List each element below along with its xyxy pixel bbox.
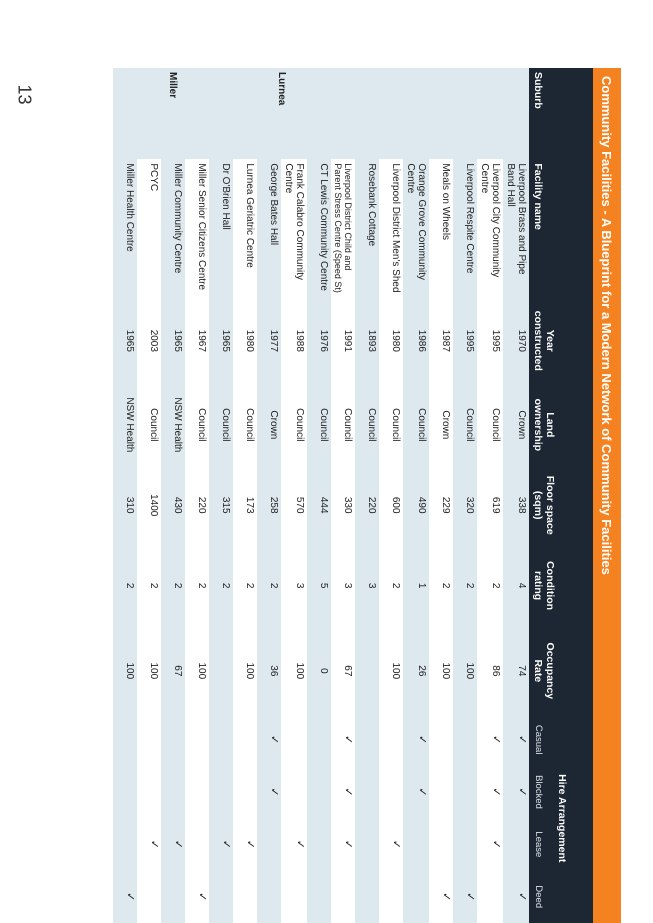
casual-check-cell [403,713,429,765]
condition-rating-cell: 2 [161,543,185,628]
lease-check-cell [233,818,257,870]
check-icon: ✓ [294,839,306,849]
check-icon: ✓ [390,839,402,849]
occupancy-rate-cell [355,628,379,713]
check-icon: ✓ [342,839,354,849]
header-hire: Hire Arrangement [553,713,593,923]
land-ownership-cell: Council [196,408,207,442]
header-occupancy: Occupancy Rate [529,628,593,713]
table-row [379,68,403,923]
table-row [209,68,233,923]
check-icon: ✓ [490,735,502,745]
blocked-check-cell [209,766,233,818]
floor-space-cell: 1400 [148,494,159,517]
check-icon: ✓ [148,839,160,849]
floor-space-cell: 320 [453,467,477,543]
condition-rating-cell: 2 [148,582,159,589]
lease-check-cell [403,818,429,870]
lease-check-cell [453,818,477,870]
facility-name-cell: Orange Grove Community Centre [403,159,429,299]
facility-name-cell: Dr O'Brien Hall [209,159,233,299]
lease-check-cell [113,818,137,870]
land-ownership-cell: Crown [257,382,281,467]
condition-rating-cell: 4 [503,543,529,628]
header-floor: Floor space (sqm) [529,467,593,543]
lease-check-cell [281,818,307,870]
rotated-page-content [68,68,621,923]
floor-space-cell: 338 [503,467,529,543]
deed-check-cell [161,871,185,923]
floor-space-cell: 570 [294,496,305,514]
blocked-check-cell [185,766,209,818]
casual-check-cell [307,713,331,765]
lease-check-cell [503,818,529,870]
occupancy-rate-cell: 100 [148,662,159,680]
year-constructed-cell: 1965 [113,299,137,382]
land-ownership-cell: Council [244,408,255,442]
floor-space-cell: 229 [440,496,451,514]
blocked-check-cell [137,766,161,818]
floor-space-cell: 444 [307,467,331,543]
blocked-check-cell [281,766,307,818]
condition-rating-cell: 3 [355,543,379,628]
blocked-check-cell [331,766,355,818]
facility-name-cell: CT Lewis Community Centre [307,159,331,299]
condition-rating-cell: 2 [257,543,281,628]
deed-check-cell [477,871,503,923]
blocked-check-cell [453,766,477,818]
blocked-check-cell [113,766,137,818]
check-icon: ✓ [516,892,528,902]
blocked-check-cell [503,766,529,818]
deed-check-cell [379,871,403,923]
check-icon: ✓ [516,787,528,797]
casual-check-cell [281,713,307,765]
casual-check-cell [355,713,379,765]
year-constructed-cell: 1980 [244,329,255,352]
check-icon: ✓ [416,735,428,745]
occupancy-rate-cell: 100 [453,628,477,713]
casual-check-cell [113,713,137,765]
facility-name-cell: Miller Health Centre [113,159,137,299]
floor-space-cell: 258 [257,467,281,543]
check-icon: ✓ [268,787,280,797]
casual-check-cell [379,713,403,765]
blocked-check-cell [403,766,429,818]
blocked-check-cell [477,766,503,818]
occupancy-rate-cell [209,628,233,713]
table-row [257,68,281,923]
condition-rating-cell: 2 [490,582,501,589]
blocked-check-cell [429,766,453,818]
year-constructed-cell: 1967 [196,329,207,352]
year-constructed-cell: 1995 [490,329,501,352]
facility-name-cell: Liverpool District Child and Parent Stress Centre (Speed St) [333,163,353,293]
table-row [161,68,185,923]
lease-check-cell [355,818,379,870]
land-ownership-cell: Council [148,408,159,442]
deed-check-cell [429,871,453,923]
casual-check-cell [233,713,257,765]
blocked-check-cell [233,766,257,818]
land-ownership-cell: Council [453,382,477,467]
year-constructed-cell: 1988 [294,329,305,352]
header-year: Year constructed [529,299,593,382]
facility-name-cell: Liverpool Respite Centre [453,159,477,299]
table-row [331,68,355,923]
lease-check-cell [257,818,281,870]
deed-check-cell [233,871,257,923]
casual-check-cell [137,713,161,765]
land-ownership-cell: Council [403,382,429,467]
occupancy-rate-cell: 67 [342,665,353,677]
blocked-check-cell [307,766,331,818]
header-land: Land ownership [529,382,593,467]
document-banner: Community Facilities - A Blueprint for a Modern Network of Community Facilities [593,68,621,923]
facility-name-cell: Liverpool District Men's Shed [390,163,401,293]
year-constructed-cell: 1893 [355,299,379,382]
lease-check-cell [429,818,453,870]
suburb-label: Lurnea [276,72,288,106]
facility-name-cell: PCYC [148,163,159,192]
deed-check-cell [281,871,307,923]
year-constructed-cell: 1977 [257,299,281,382]
land-ownership-cell: Council [209,382,233,467]
lease-check-cell [379,818,403,870]
table-row [453,68,477,923]
floor-space-cell: 600 [390,496,401,514]
blocked-check-cell [355,766,379,818]
year-constructed-cell: 1970 [503,299,529,382]
year-constructed-cell: 2003 [148,329,159,352]
lease-check-cell [185,818,209,870]
floor-space-cell: 173 [244,496,255,514]
check-icon: ✓ [464,892,476,902]
table-row [355,68,379,923]
year-constructed-cell: 1986 [403,299,429,382]
occupancy-rate-cell: 100 [196,662,207,680]
header-condition: Condition rating [529,543,593,628]
deed-check-cell [403,871,429,923]
occupancy-rate-cell: 100 [113,628,137,713]
table-row [403,68,429,923]
condition-rating-cell: 2 [113,543,137,628]
deed-check-cell [137,871,161,923]
blocked-check-cell [257,766,281,818]
land-ownership-cell: Crown [503,382,529,467]
deed-check-cell [453,871,477,923]
check-icon: ✓ [124,892,136,902]
facility-name-cell: Frank Calabro Community Centre [283,163,305,281]
deed-check-cell [331,871,355,923]
condition-rating-cell: 3 [294,582,305,589]
year-constructed-cell: 1995 [453,299,477,382]
occupancy-rate-cell: 100 [440,662,451,680]
check-icon: ✓ [220,839,232,849]
floor-space-cell: 619 [490,496,501,514]
table-row [281,68,307,923]
occupancy-rate-cell: 100 [244,662,255,680]
casual-check-cell [161,713,185,765]
land-ownership-cell: Council [390,408,401,442]
check-icon: ✓ [416,787,428,797]
header-deed: Deed [529,871,553,923]
land-ownership-cell: Council [355,382,379,467]
occupancy-rate-cell: 26 [403,628,429,713]
occupancy-rate-cell: 36 [257,628,281,713]
casual-check-cell [477,713,503,765]
facility-name-cell: Lurnea Geriatric Centre [244,163,255,268]
land-ownership-cell: Council [294,408,305,442]
facility-name-cell: Meals on Wheels [440,163,451,241]
land-ownership-cell: Council [307,382,331,467]
header-facility: Facility name [529,159,593,299]
suburb-cell [233,68,331,159]
lease-check-cell [477,818,503,870]
table-row [429,68,453,923]
lease-check-cell [209,818,233,870]
check-icon: ✓ [440,892,452,902]
casual-check-cell [257,713,281,765]
land-ownership-cell: Council [490,408,501,442]
deed-check-cell [355,871,379,923]
condition-rating-cell: 1 [403,543,429,628]
blocked-check-cell [379,766,403,818]
check-icon: ✓ [268,735,280,745]
casual-check-cell [453,713,477,765]
floor-space-cell: 330 [342,496,353,514]
lease-check-cell [161,818,185,870]
facility-name-cell: George Bates Hall [257,159,281,299]
floor-space-cell: 490 [403,467,429,543]
check-icon: ✓ [342,787,354,797]
facilities-table [113,68,593,923]
land-ownership-cell: NSW Health [113,382,137,467]
table-body [113,68,529,923]
occupancy-rate-cell: 74 [503,628,529,713]
table-row [233,68,257,923]
condition-rating-cell: 3 [342,582,353,589]
facility-name-cell: Rosebank Cottage [355,159,379,299]
occupancy-rate-cell: 86 [490,665,501,677]
floor-space-cell: 310 [113,467,137,543]
floor-space-cell: 430 [161,467,185,543]
blocked-check-cell [161,766,185,818]
occupancy-rate-cell: 67 [161,628,185,713]
table-row [137,68,161,923]
casual-check-cell [209,713,233,765]
deed-check-cell [113,871,137,923]
header-lease: Lease [529,818,553,870]
deed-check-cell [209,871,233,923]
table-row [503,68,529,923]
header-suburb: Suburb [529,68,593,159]
facility-name-cell: Liverpool City Community Centre [479,163,501,278]
occupancy-rate-cell: 100 [390,662,401,680]
deed-check-cell [185,871,209,923]
suburb-label: Miller [167,72,179,99]
header-blocked: Blocked [529,766,553,818]
condition-rating-cell: 2 [440,582,451,589]
casual-check-cell [429,713,453,765]
casual-check-cell [503,713,529,765]
year-constructed-cell: 1987 [440,329,451,352]
occupancy-rate-cell: 100 [294,662,305,680]
casual-check-cell [331,713,355,765]
condition-rating-cell: 2 [244,582,255,589]
facility-name-cell: Liverpool Brass and Pipe Band Hall [503,159,529,299]
year-constructed-cell: 1980 [390,329,401,352]
land-ownership-cell: Council [342,408,353,442]
year-constructed-cell: 1991 [342,329,353,352]
check-icon: ✓ [342,735,354,745]
lease-check-cell [307,818,331,870]
header-casual: Casual [529,713,553,765]
floor-space-cell: 315 [209,467,233,543]
condition-rating-cell: 5 [307,543,331,628]
deed-check-cell [307,871,331,923]
condition-rating-cell: 2 [453,543,477,628]
condition-rating-cell: 2 [196,582,207,589]
facility-name-cell: Miller Senior Citizens Centre [196,163,207,291]
table-row [113,68,137,923]
condition-rating-cell: 2 [209,543,233,628]
year-constructed-cell: 1965 [161,299,185,382]
year-constructed-cell: 1976 [307,299,331,382]
deed-check-cell [257,871,281,923]
check-icon: ✓ [172,839,184,849]
floor-space-cell: 220 [355,467,379,543]
check-icon: ✓ [490,839,502,849]
check-icon: ✓ [196,892,208,902]
lease-check-cell [331,818,355,870]
facility-name-cell: Miller Community Centre [161,159,185,299]
land-ownership-cell: NSW Health [161,382,185,467]
condition-rating-cell: 2 [390,582,401,589]
check-icon: ✓ [244,839,256,849]
occupancy-rate-cell: 0 [307,628,331,713]
lease-check-cell [137,818,161,870]
table-row [185,68,209,923]
page-number: 13 [14,84,35,105]
table-row [477,68,503,923]
check-icon: ✓ [490,787,502,797]
check-icon: ✓ [516,735,528,745]
floor-space-cell: 220 [196,496,207,514]
year-constructed-cell: 1965 [209,299,233,382]
suburb-cell [113,68,233,159]
table-row [307,68,331,923]
land-ownership-cell: Crown [440,410,451,440]
suburb-cell [331,68,529,159]
deed-check-cell [503,871,529,923]
casual-check-cell [185,713,209,765]
